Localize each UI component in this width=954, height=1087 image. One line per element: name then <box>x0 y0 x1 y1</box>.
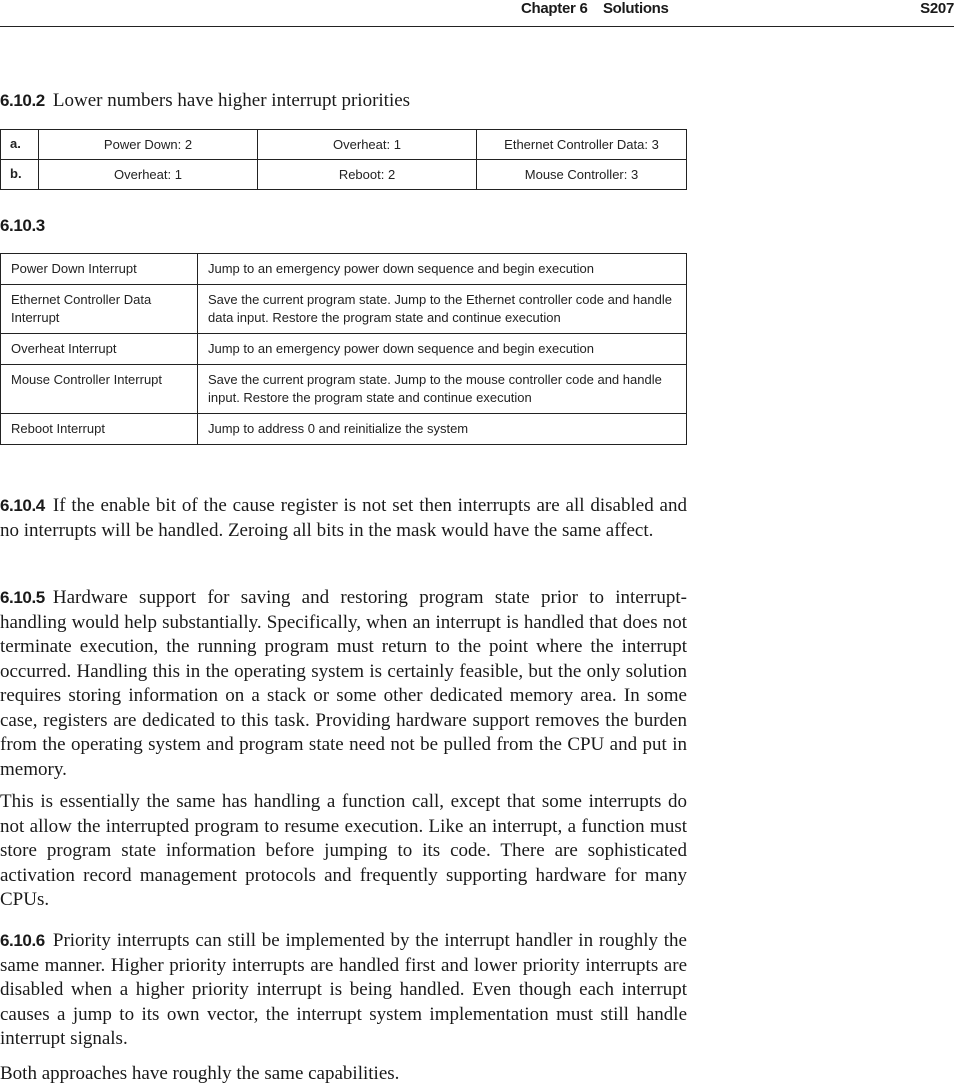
section-6-10-5 <box>0 586 687 782</box>
interrupt-name: Ethernet Controller Data Interrupt <box>1 285 198 334</box>
paragraph-text: This is essentially the same has handling a function call, except that some interrupts do not allow the interrupted program to resume execution. Like an interrupt, a function must store program state information before jumping to its code. There are sophisticated activation record management protocols and frequently supporting hardware for many CPUs. <box>0 791 687 910</box>
section-6-10-4 <box>0 494 687 543</box>
table-cell: Reboot: 2 <box>258 160 477 190</box>
section-6-10-6-continued <box>0 1062 687 1087</box>
table-row <box>1 334 687 365</box>
section-title: Lower numbers have higher interrupt priorities <box>52 90 411 111</box>
interrupt-action: Jump to an emergency power down sequence and begin execution <box>198 254 687 285</box>
section-6-10-6 <box>0 929 687 1052</box>
paragraph-text: Hardware support for saving and restoring program state prior to interrupt-handling would help substantially. Specifically, when an interrupt is handled that does not terminate execution, the running program must return to the point where the interrupt occurred. Handling this in the operating system is certainly feasible, but the only solution requires storing information on a stack or some other dedicated memory area. In some case, registers are dedicated to this task. Providing hardware support removes the burden from the operating system and program state need not be pulled from the CPU and put in memory. <box>0 587 687 780</box>
running-header <box>0 0 954 27</box>
row-label: a. <box>1 130 39 160</box>
table-row <box>1 130 687 160</box>
section-6-10-5-continued <box>0 790 687 913</box>
paragraph-text: Both approaches have roughly the same capabilities. <box>0 1063 400 1084</box>
table-cell: Overheat: 1 <box>39 160 258 190</box>
page-number: S207 <box>920 0 954 17</box>
table-row <box>1 365 687 414</box>
section-number: 6.10.2 <box>0 91 45 110</box>
interrupt-action: Jump to an emergency power down sequence and begin execution <box>198 334 687 365</box>
table-row <box>1 254 687 285</box>
section-number: 6.10.6 <box>0 931 45 950</box>
priority-table <box>0 129 687 190</box>
table-cell: Mouse Controller: 3 <box>477 160 687 190</box>
section-number: 6.10.5 <box>0 588 45 607</box>
interrupt-action-table <box>0 253 687 445</box>
table-row <box>1 285 687 334</box>
section-6-10-2-heading <box>0 90 410 112</box>
section-number: 6.10.3 <box>0 216 45 235</box>
interrupt-name: Power Down Interrupt <box>1 254 198 285</box>
interrupt-action: Jump to address 0 and reinitialize the system <box>198 414 687 445</box>
section-number: 6.10.4 <box>0 496 45 515</box>
chapter-title: Chapter 6 Solutions <box>521 0 669 17</box>
row-label: b. <box>1 160 39 190</box>
interrupt-action: Save the current program state. Jump to the mouse controller code and handle input. Restore the program state and continue execution <box>198 365 687 414</box>
paragraph-text: Priority interrupts can still be implemented by the interrupt handler in roughly the same manner. Higher priority interrupts are handled first and lower priority interrupts are disabled when a higher priority interrupt is being handled. Even though each interrupt causes a jump to its own vector, the interrupt system implementation must still handle interrupt signals. <box>0 930 687 1049</box>
table-cell: Power Down: 2 <box>39 130 258 160</box>
paragraph-text: If the enable bit of the cause register is not set then interrupts are all disabled and no interrupts will be handled. Zeroing all bits in the mask would have the same affect. <box>0 495 687 541</box>
interrupt-action: Save the current program state. Jump to the Ethernet controller code and handle data input. Restore the program state and continue execution <box>198 285 687 334</box>
table-row <box>1 414 687 445</box>
table-row <box>1 160 687 190</box>
section-6-10-3-heading <box>0 215 53 237</box>
interrupt-name: Mouse Controller Interrupt <box>1 365 198 414</box>
interrupt-name: Reboot Interrupt <box>1 414 198 445</box>
table-cell: Overheat: 1 <box>258 130 477 160</box>
table-cell: Ethernet Controller Data: 3 <box>477 130 687 160</box>
interrupt-name: Overheat Interrupt <box>1 334 198 365</box>
